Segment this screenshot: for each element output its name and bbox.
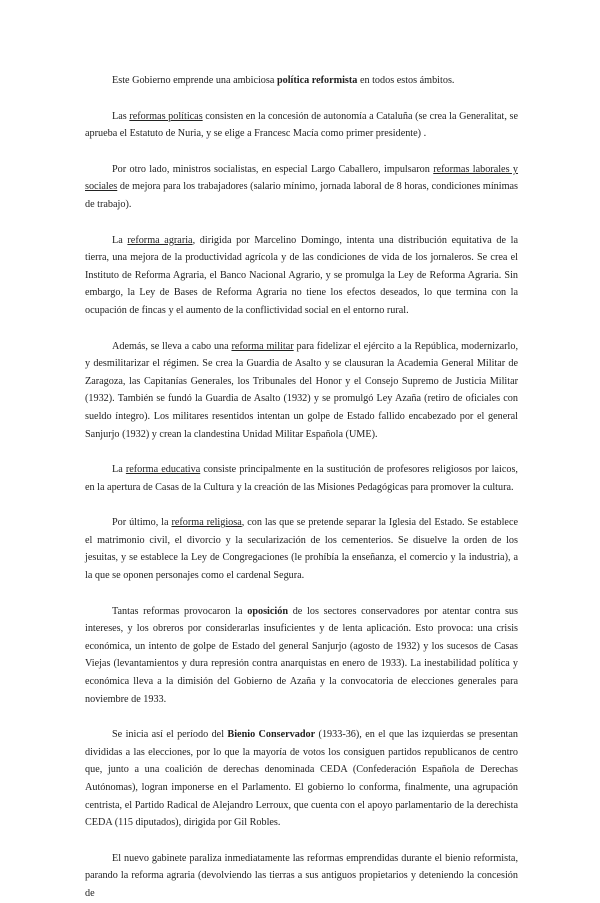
paragraph-nuevo-gabinete [85,850,518,903]
paragraph-bienio-conservador [85,726,518,832]
underlined-term: reformas políticas [129,110,203,122]
paragraph-intro [85,72,518,90]
underlined-term: reforma militar [231,340,294,352]
paragraph-oposicion [85,603,518,709]
paragraph-reformas-laborales [85,161,518,214]
text-run: consisten en la concesión de autonomía a Cataluña (se crea la Generalitat, se aprueba el Estatuto de Nuria, y se elige a Francesc Macía como primer presidente) . [85,110,518,140]
bold-term: Bienio Conservador [227,729,316,741]
text-run: Se inicia así el período del [112,729,228,741]
underlined-term: reforma educativa [125,464,201,476]
text-run: , con las que se pretende separar la Iglesia del Estado. Se establece el matrimonio civil, el divorcio y la secularización de los cementerios. Se disuelve la orden de los jesuitas, y se establece la Ley de Congregaciones (le prohíbía la enseñanza, el comercio y la industria), a la que se oponen personajes como el cardenal Segura. [85,517,518,582]
text-run: La [112,234,128,246]
underlined-term: reforma agraria [127,234,193,246]
text-run: Por otro lado, ministros socialistas, en especial Largo Caballero, impulsaron [112,163,434,175]
text-run: La [112,464,126,476]
underlined-term: reformas laborales y sociales [85,163,519,193]
text-run: de mejora para los trabajadores (salario mínimo, jornada laboral de 8 horas, condiciones mínimas de trabajo). [85,181,518,210]
text-run: Las [112,110,130,122]
text-run: de los sectores conservadores por atentar contra sus intereses, y los obreros por considerarlas insuficientes y de lenta aplicación. Esto provoca: una crisis económica, un intento de golpe de Estado del general Sanjurjo (agosto de 1932) y los sucesos de Casas Viejas (levantamientos y dura represión contra anarquistas en enero de 1933). La inestabilidad política y económica lleva a la dimisión del Gobierno de Azaña y la convocatoria de elecciones generales para noviembre de 1933. [85,605,518,705]
text-run: Por último, la [112,517,172,529]
text-run: Tantas reformas provocaron la [112,605,248,617]
bold-term: política reformista [276,75,358,86]
underlined-term: reforma religiosa [171,517,242,529]
text-run: en todos estos ámbitos. [357,75,455,86]
text-run: , dirigida por Marcelino Domingo, intenta una distribución equitativa de la tierra, una mejora de la productividad agrícola y de las condiciones de vida de los jornaleros. Se crea el Instituto de Reforma Agraria, el Banco Nacional Agrario, y se promulga la Ley de Reforma Agraria. Sin embargo, la Ley de Bases de Reforma Agraria no tiene los efectos deseados, lo que termina con la ocupación de fincas y el aumento de la conflictividad social en el entorno rural. [85,234,519,316]
paragraph-reforma-religiosa [85,514,518,584]
text-run: El nuevo gabinete paraliza inmediatamente las reformas emprendidas durante el bienio reformista, parando la reforma agraria (devolviendo las tierras a sus antiguos propietarios y deteniendo la concesión de [85,852,518,899]
paragraph-reforma-agraria [85,232,518,320]
paragraph-reforma-educativa [85,461,518,496]
text-run: Este Gobierno emprende una ambiciosa [112,75,277,86]
paragraph-reformas-politicas [85,108,518,143]
text-run: (1933-36), en el que las izquierdas se presentan divididas a las elecciones, por lo que la mayoría de votos los consiguen partidos republicanos de centro que, junto a una coalición de derechas denominada CEDA (Confederación Española de Derechas Autónomas), logran imponerse en el Parlamento. El gobierno lo conforma, finalmente, una agrupación centrista, el Partido Radical de Alejandro Lerroux, que cuenta con el apoyo parlamentario de la derechista CEDA (115 diputados), dirigida por Gil Robles. [85,729,518,829]
text-run: consiste principalmente en la sustitución de profesores religiosos por laicos, en la apertura de Casas de la Cultura y la creación de las Misiones Pedagógicas para promover la cultura. [85,464,518,493]
text-run: Además, se lleva a cabo una [112,340,232,352]
text-run: para fidelizar el ejército a la República, modernizarlo, y desmilitarizar el régimen. Se crea la Guardia de Asalto y se clausuran la Academia General Militar de Zaragoza, las Capitanías Generales, los Tribunales del Honor y el Consejo Supremo de Justicia Militar (1932). También se fundó la Guardia de Asalto (1932) y se promulgó Ley Azaña (retiro de oficiales con sueldo íntegro). Los militares resentidos intentan un golpe de Estado fallido encabezado por el general Sanjurjo (1932) y crean la clandestina Unidad Militar Española (UME). [85,340,518,440]
paragraph-reforma-militar [85,338,518,444]
bold-term: oposición [247,605,288,617]
